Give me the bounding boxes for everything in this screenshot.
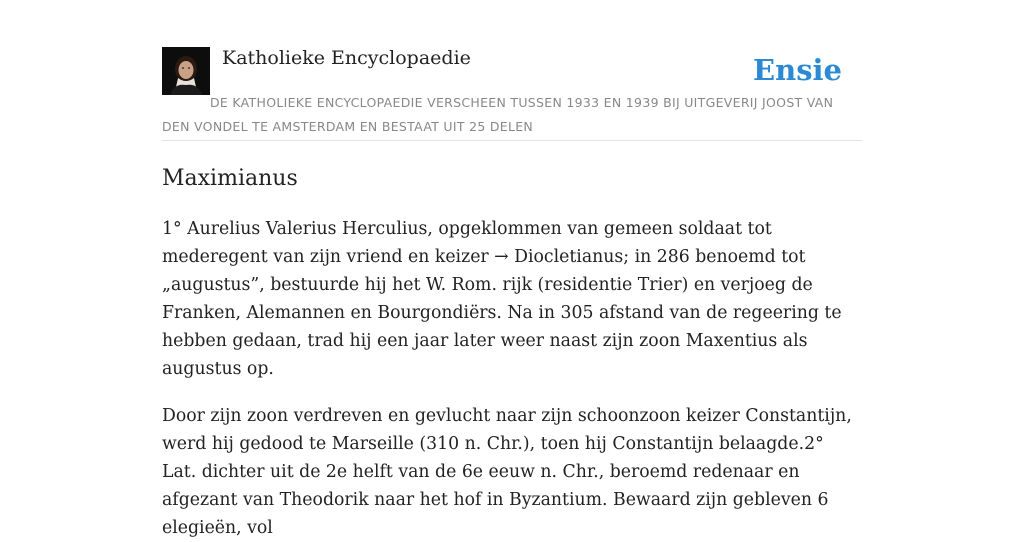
portrait-icon	[162, 47, 210, 95]
article-title: Maximianus	[162, 166, 298, 191]
publication-description: DE KATHOLIEKE ENCYCLOPAEDIE VERSCHEEN TUSSEN 1933 EN 1939 BIJ UITGEVERIJ JOOST VAN DEN VONDEL TE AMSTERDAM EN BESTAAT UIT 25 DELEN	[162, 95, 834, 134]
publication-avatar[interactable]	[162, 47, 210, 95]
publication-title[interactable]: Katholieke Encyclopaedie	[222, 47, 471, 69]
article-paragraph-2: Door zijn zoon verdreven en gevlucht naar zijn schoonzoon keizer Constantijn, werd hij gedood te Marseille (310 n. Chr.), toen hij Constantijn belaagde.2° Lat. dichter uit de 2e helft van de 6e eeuw n. Chr., beroemd redenaar en afgezant van Theodorik naar het hof in Byzantium. Bewaard zijn gebleven 6 elegieën, vol	[162, 406, 852, 538]
article-paragraph-1: 1° Aurelius Valerius Herculius, opgeklommen van gemeen soldaat tot mederegent van zijn vriend en keizer → Diocletianus; in 286 benoemd tot „augustus”, bestuurde hij het W. Rom. rijk (residentie Trier) en verjoeg de Franken, Alemannen en Bourgondiërs. Na in 305 afstand van de regeering te hebben gedaan, trad hij een jaar later weer naast zijn zoon Maxentius als augustus op.	[162, 219, 842, 379]
publication-header	[162, 46, 862, 141]
article	[162, 162, 862, 542]
ensie-logo[interactable]: Ensie	[753, 53, 842, 87]
